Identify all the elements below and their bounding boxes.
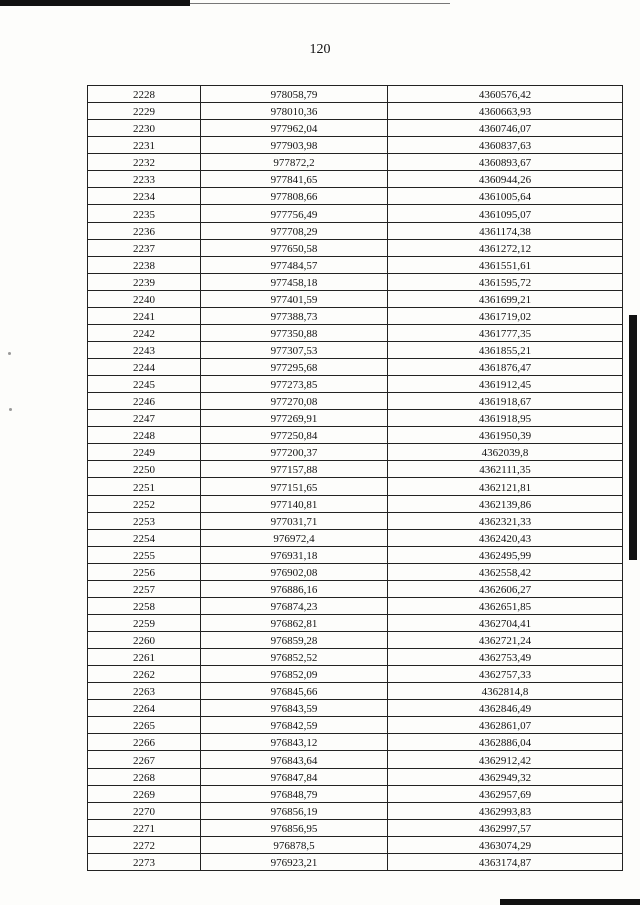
table-row bbox=[88, 290, 623, 307]
scan-edge-bottom bbox=[500, 899, 640, 905]
x-coordinate-cell: 977151,65 bbox=[201, 478, 388, 495]
point-number-cell: 2235 bbox=[88, 205, 201, 222]
y-coordinate-cell: 4361918,95 bbox=[388, 410, 623, 427]
point-number-cell: 2260 bbox=[88, 632, 201, 649]
point-number-cell: 2261 bbox=[88, 649, 201, 666]
y-coordinate-cell: 4361855,21 bbox=[388, 341, 623, 358]
table-row bbox=[88, 359, 623, 376]
x-coordinate-cell: 977458,18 bbox=[201, 273, 388, 290]
table-row bbox=[88, 683, 623, 700]
x-coordinate-cell: 976886,16 bbox=[201, 580, 388, 597]
table-row bbox=[88, 614, 623, 631]
table-row bbox=[88, 649, 623, 666]
table-row bbox=[88, 222, 623, 239]
x-coordinate-cell: 976902,08 bbox=[201, 563, 388, 580]
point-number-cell: 2267 bbox=[88, 751, 201, 768]
point-number-cell: 2228 bbox=[88, 86, 201, 103]
table-row bbox=[88, 120, 623, 137]
y-coordinate-cell: 4362121,81 bbox=[388, 478, 623, 495]
y-coordinate-cell: 4361719,02 bbox=[388, 307, 623, 324]
point-number-cell: 2231 bbox=[88, 137, 201, 154]
point-number-cell: 2269 bbox=[88, 785, 201, 802]
y-coordinate-cell: 4361551,61 bbox=[388, 256, 623, 273]
coordinates-table-body bbox=[88, 86, 623, 871]
y-coordinate-cell: 4362606,27 bbox=[388, 580, 623, 597]
table-row bbox=[88, 717, 623, 734]
point-number-cell: 2273 bbox=[88, 853, 201, 870]
table-row bbox=[88, 86, 623, 103]
x-coordinate-cell: 976852,52 bbox=[201, 649, 388, 666]
y-coordinate-cell: 4361912,45 bbox=[388, 376, 623, 393]
y-coordinate-cell: 4361095,07 bbox=[388, 205, 623, 222]
table-row bbox=[88, 597, 623, 614]
point-number-cell: 2237 bbox=[88, 239, 201, 256]
table-row bbox=[88, 580, 623, 597]
table-row bbox=[88, 171, 623, 188]
point-number-cell: 2238 bbox=[88, 256, 201, 273]
x-coordinate-cell: 977650,58 bbox=[201, 239, 388, 256]
y-coordinate-cell: 4362321,33 bbox=[388, 512, 623, 529]
table-row bbox=[88, 188, 623, 205]
y-coordinate-cell: 4361918,67 bbox=[388, 393, 623, 410]
y-coordinate-cell: 4362558,42 bbox=[388, 563, 623, 580]
table-row bbox=[88, 137, 623, 154]
point-number-cell: 2257 bbox=[88, 580, 201, 597]
x-coordinate-cell: 977388,73 bbox=[201, 307, 388, 324]
x-coordinate-cell: 976874,23 bbox=[201, 597, 388, 614]
table-row bbox=[88, 666, 623, 683]
x-coordinate-cell: 977273,85 bbox=[201, 376, 388, 393]
point-number-cell: 2252 bbox=[88, 495, 201, 512]
table-row bbox=[88, 495, 623, 512]
point-number-cell: 2271 bbox=[88, 819, 201, 836]
x-coordinate-cell: 977295,68 bbox=[201, 359, 388, 376]
y-coordinate-cell: 4361174,38 bbox=[388, 222, 623, 239]
point-number-cell: 2248 bbox=[88, 427, 201, 444]
table-row bbox=[88, 546, 623, 563]
x-coordinate-cell: 977872,2 bbox=[201, 154, 388, 171]
x-coordinate-cell: 976972,4 bbox=[201, 529, 388, 546]
table-row bbox=[88, 427, 623, 444]
scan-speck bbox=[9, 408, 12, 411]
x-coordinate-cell: 976931,18 bbox=[201, 546, 388, 563]
table-row bbox=[88, 734, 623, 751]
x-coordinate-cell: 976859,28 bbox=[201, 632, 388, 649]
x-coordinate-cell: 977200,37 bbox=[201, 444, 388, 461]
y-coordinate-cell: 4361699,21 bbox=[388, 290, 623, 307]
scan-speck bbox=[8, 352, 11, 355]
y-coordinate-cell: 4363074,29 bbox=[388, 836, 623, 853]
point-number-cell: 2250 bbox=[88, 461, 201, 478]
y-coordinate-cell: 4360944,26 bbox=[388, 171, 623, 188]
y-coordinate-cell: 4362721,24 bbox=[388, 632, 623, 649]
point-number-cell: 2268 bbox=[88, 768, 201, 785]
table-row bbox=[88, 700, 623, 717]
y-coordinate-cell: 4361777,35 bbox=[388, 324, 623, 341]
point-number-cell: 2256 bbox=[88, 563, 201, 580]
table-row bbox=[88, 751, 623, 768]
point-number-cell: 2253 bbox=[88, 512, 201, 529]
point-number-cell: 2254 bbox=[88, 529, 201, 546]
table-row bbox=[88, 768, 623, 785]
table-row bbox=[88, 478, 623, 495]
y-coordinate-cell: 4360837,63 bbox=[388, 137, 623, 154]
x-coordinate-cell: 978010,36 bbox=[201, 103, 388, 120]
y-coordinate-cell: 4362753,49 bbox=[388, 649, 623, 666]
point-number-cell: 2270 bbox=[88, 802, 201, 819]
point-number-cell: 2233 bbox=[88, 171, 201, 188]
y-coordinate-cell: 4362420,43 bbox=[388, 529, 623, 546]
x-coordinate-cell: 978058,79 bbox=[201, 86, 388, 103]
table-row bbox=[88, 256, 623, 273]
y-coordinate-cell: 4362111,35 bbox=[388, 461, 623, 478]
y-coordinate-cell: 4362997,57 bbox=[388, 819, 623, 836]
y-coordinate-cell: 4362757,33 bbox=[388, 666, 623, 683]
y-coordinate-cell: 4362704,41 bbox=[388, 614, 623, 631]
table-row bbox=[88, 836, 623, 853]
y-coordinate-cell: 4362039,8 bbox=[388, 444, 623, 461]
table-row bbox=[88, 341, 623, 358]
point-number-cell: 2239 bbox=[88, 273, 201, 290]
point-number-cell: 2259 bbox=[88, 614, 201, 631]
x-coordinate-cell: 976862,81 bbox=[201, 614, 388, 631]
x-coordinate-cell: 977307,53 bbox=[201, 341, 388, 358]
point-number-cell: 2236 bbox=[88, 222, 201, 239]
x-coordinate-cell: 977708,29 bbox=[201, 222, 388, 239]
point-number-cell: 2262 bbox=[88, 666, 201, 683]
y-coordinate-cell: 4363174,87 bbox=[388, 853, 623, 870]
table-row bbox=[88, 819, 623, 836]
table-row bbox=[88, 324, 623, 341]
point-number-cell: 2232 bbox=[88, 154, 201, 171]
x-coordinate-cell: 977401,59 bbox=[201, 290, 388, 307]
y-coordinate-cell: 4361272,12 bbox=[388, 239, 623, 256]
y-coordinate-cell: 4360893,67 bbox=[388, 154, 623, 171]
y-coordinate-cell: 4360746,07 bbox=[388, 120, 623, 137]
table-row bbox=[88, 563, 623, 580]
page-number: 120 bbox=[309, 42, 331, 57]
table-row bbox=[88, 410, 623, 427]
point-number-cell: 2264 bbox=[88, 700, 201, 717]
x-coordinate-cell: 977484,57 bbox=[201, 256, 388, 273]
y-coordinate-cell: 4362495,99 bbox=[388, 546, 623, 563]
table-row bbox=[88, 273, 623, 290]
x-coordinate-cell: 976843,64 bbox=[201, 751, 388, 768]
table-row bbox=[88, 512, 623, 529]
y-coordinate-cell: 4362949,32 bbox=[388, 768, 623, 785]
x-coordinate-cell: 977962,04 bbox=[201, 120, 388, 137]
table-row bbox=[88, 205, 623, 222]
table-row bbox=[88, 307, 623, 324]
table-row bbox=[88, 154, 623, 171]
table-row bbox=[88, 785, 623, 802]
point-number-cell: 2246 bbox=[88, 393, 201, 410]
x-coordinate-cell: 976856,95 bbox=[201, 819, 388, 836]
point-number-cell: 2249 bbox=[88, 444, 201, 461]
point-number-cell: 2244 bbox=[88, 359, 201, 376]
coordinates-table bbox=[87, 85, 623, 871]
y-coordinate-cell: 4360576,42 bbox=[388, 86, 623, 103]
point-number-cell: 2229 bbox=[88, 103, 201, 120]
point-number-cell: 2255 bbox=[88, 546, 201, 563]
x-coordinate-cell: 977031,71 bbox=[201, 512, 388, 529]
scan-edge-top bbox=[0, 0, 190, 6]
table-row bbox=[88, 103, 623, 120]
y-coordinate-cell: 4361950,39 bbox=[388, 427, 623, 444]
y-coordinate-cell: 4362814,8 bbox=[388, 683, 623, 700]
table-row bbox=[88, 529, 623, 546]
y-coordinate-cell: 4362912,42 bbox=[388, 751, 623, 768]
x-coordinate-cell: 976843,59 bbox=[201, 700, 388, 717]
x-coordinate-cell: 976843,12 bbox=[201, 734, 388, 751]
x-coordinate-cell: 976842,59 bbox=[201, 717, 388, 734]
y-coordinate-cell: 4360663,93 bbox=[388, 103, 623, 120]
point-number-cell: 2241 bbox=[88, 307, 201, 324]
table-row bbox=[88, 376, 623, 393]
y-coordinate-cell: 4362993,83 bbox=[388, 802, 623, 819]
point-number-cell: 2258 bbox=[88, 597, 201, 614]
scan-line-top bbox=[190, 3, 450, 4]
x-coordinate-cell: 976878,5 bbox=[201, 836, 388, 853]
table-row bbox=[88, 802, 623, 819]
y-coordinate-cell: 4361595,72 bbox=[388, 273, 623, 290]
y-coordinate-cell: 4362846,49 bbox=[388, 700, 623, 717]
table-row bbox=[88, 853, 623, 870]
point-number-cell: 2247 bbox=[88, 410, 201, 427]
x-coordinate-cell: 976923,21 bbox=[201, 853, 388, 870]
y-coordinate-cell: 4362651,85 bbox=[388, 597, 623, 614]
scan-edge-right bbox=[629, 315, 637, 560]
x-coordinate-cell: 976852,09 bbox=[201, 666, 388, 683]
coordinates-table-container bbox=[87, 85, 622, 871]
table-row bbox=[88, 461, 623, 478]
x-coordinate-cell: 976856,19 bbox=[201, 802, 388, 819]
y-coordinate-cell: 4362957,69 bbox=[388, 785, 623, 802]
x-coordinate-cell: 977269,91 bbox=[201, 410, 388, 427]
point-number-cell: 2266 bbox=[88, 734, 201, 751]
y-coordinate-cell: 4361876,47 bbox=[388, 359, 623, 376]
x-coordinate-cell: 976847,84 bbox=[201, 768, 388, 785]
point-number-cell: 2265 bbox=[88, 717, 201, 734]
point-number-cell: 2242 bbox=[88, 324, 201, 341]
x-coordinate-cell: 976848,79 bbox=[201, 785, 388, 802]
y-coordinate-cell: 4361005,64 bbox=[388, 188, 623, 205]
x-coordinate-cell: 977756,49 bbox=[201, 205, 388, 222]
x-coordinate-cell: 977270,08 bbox=[201, 393, 388, 410]
x-coordinate-cell: 977808,66 bbox=[201, 188, 388, 205]
y-coordinate-cell: 4362861,07 bbox=[388, 717, 623, 734]
point-number-cell: 2263 bbox=[88, 683, 201, 700]
table-row bbox=[88, 393, 623, 410]
x-coordinate-cell: 977903,98 bbox=[201, 137, 388, 154]
table-row bbox=[88, 632, 623, 649]
point-number-cell: 2230 bbox=[88, 120, 201, 137]
point-number-cell: 2245 bbox=[88, 376, 201, 393]
y-coordinate-cell: 4362139,86 bbox=[388, 495, 623, 512]
point-number-cell: 2234 bbox=[88, 188, 201, 205]
point-number-cell: 2243 bbox=[88, 341, 201, 358]
x-coordinate-cell: 977250,84 bbox=[201, 427, 388, 444]
table-row bbox=[88, 239, 623, 256]
point-number-cell: 2272 bbox=[88, 836, 201, 853]
x-coordinate-cell: 977157,88 bbox=[201, 461, 388, 478]
x-coordinate-cell: 977350,88 bbox=[201, 324, 388, 341]
point-number-cell: 2240 bbox=[88, 290, 201, 307]
table-row bbox=[88, 444, 623, 461]
x-coordinate-cell: 976845,66 bbox=[201, 683, 388, 700]
x-coordinate-cell: 977140,81 bbox=[201, 495, 388, 512]
y-coordinate-cell: 4362886,04 bbox=[388, 734, 623, 751]
point-number-cell: 2251 bbox=[88, 478, 201, 495]
x-coordinate-cell: 977841,65 bbox=[201, 171, 388, 188]
